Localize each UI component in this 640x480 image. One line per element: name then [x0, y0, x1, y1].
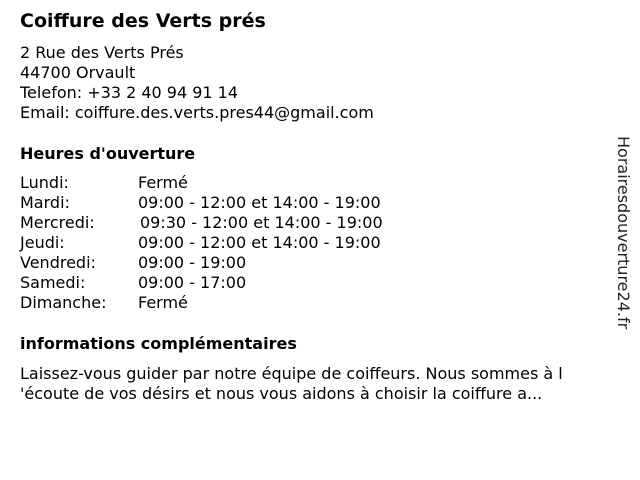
- info-line-2: 'écoute de vos désirs et nous vous aidons à choisir la coiffure a...: [20, 384, 543, 403]
- day-label: Jeudi:: [20, 233, 65, 252]
- time-value: 09:00 - 12:00 et 14:00 - 19:00: [138, 193, 381, 212]
- hours-row-dimanche: [20, 293, 500, 313]
- time-value: 09:00 - 19:00: [138, 253, 247, 272]
- address-street: 2 Rue des Verts Prés: [20, 43, 184, 62]
- opening-hours-table: [20, 173, 500, 313]
- day-label: Dimanche:: [20, 293, 107, 312]
- time-value: 09:30 - 12:00 et 14:00 - 19:00: [140, 213, 383, 232]
- day-label: Lundi:: [20, 173, 69, 192]
- hours-row-samedi: [20, 273, 500, 293]
- hours-row-jeudi: [20, 233, 500, 253]
- hours-row-vendredi: [20, 253, 500, 273]
- time-value: 09:00 - 17:00: [138, 273, 247, 292]
- hours-row-mercredi: [20, 213, 500, 233]
- time-value: Fermé: [138, 293, 188, 312]
- phone-number: Telefon: +33 2 40 94 91 14: [20, 83, 239, 102]
- hours-heading: Heures d'ouverture: [20, 144, 196, 163]
- address-city: 44700 Orvault: [20, 63, 136, 82]
- hours-row-mardi: [20, 193, 500, 213]
- day-label: Mercredi:: [20, 213, 95, 232]
- contact-block: [20, 43, 374, 123]
- day-label: Vendredi:: [20, 253, 96, 272]
- info-line-1: Laissez-vous guider par notre équipe de coiffeurs. Nous sommes à l: [20, 364, 563, 383]
- time-value: Fermé: [138, 173, 188, 192]
- info-description: [20, 364, 620, 404]
- time-value: 09:00 - 12:00 et 14:00 - 19:00: [138, 233, 381, 252]
- day-label: Samedi:: [20, 273, 86, 292]
- email-address: Email: coiffure.des.verts.pres44@gmail.com: [20, 103, 374, 122]
- business-name: Coiffure des Verts prés: [20, 10, 266, 32]
- site-watermark: Horairesdouverture24.fr: [614, 136, 633, 330]
- info-heading: informations complémentaires: [20, 334, 297, 353]
- day-label: Mardi:: [20, 193, 70, 212]
- hours-row-lundi: [20, 173, 500, 193]
